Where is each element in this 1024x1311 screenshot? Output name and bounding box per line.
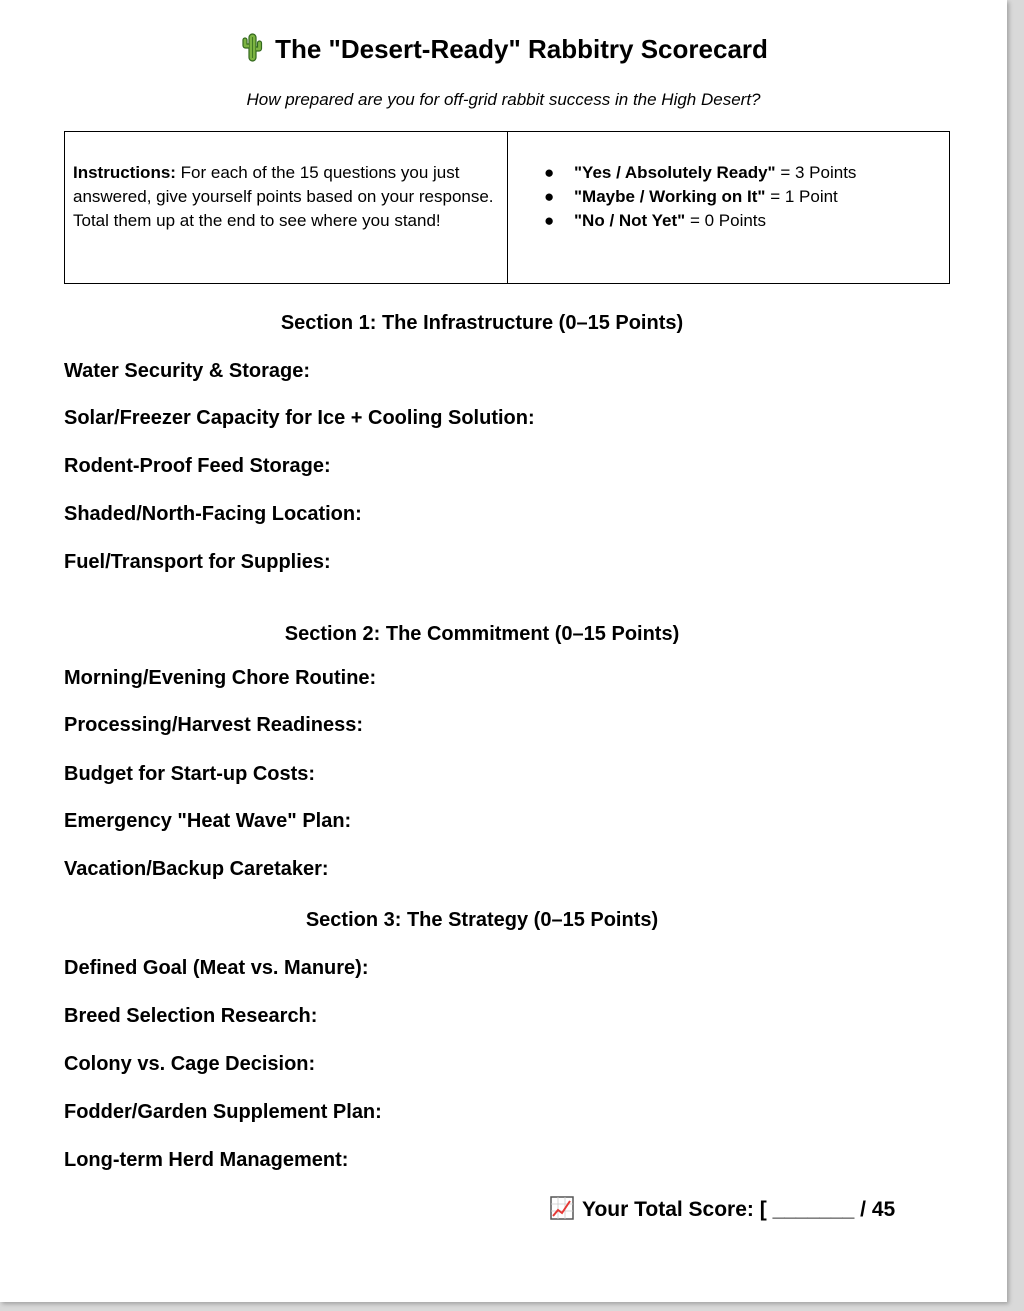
- bullet-icon: ●: [544, 163, 555, 182]
- scorecard-item: Morning/Evening Chore Routine:: [64, 667, 377, 689]
- scorecard-item: Budget for Start-up Costs:: [64, 763, 316, 785]
- scoring-cell: [508, 132, 949, 283]
- total-score: [550, 1196, 895, 1224]
- scorecard-item: Colony vs. Cage Decision:: [64, 1053, 316, 1075]
- scorecard-item: Processing/Harvest Readiness:: [64, 714, 364, 736]
- title-row: [0, 30, 1007, 68]
- scorecard-item: Rodent-Proof Feed Storage:: [64, 455, 331, 477]
- section-heading: Section 3: The Strategy (0–15 Points): [305, 909, 659, 931]
- scorecard-item: Fodder/Garden Supplement Plan:: [64, 1101, 382, 1123]
- scorecard-item: Water Security & Storage:: [64, 360, 310, 382]
- page-title: The "Desert-Ready" Rabbitry Scorecard: [275, 34, 768, 64]
- page-subtitle: How prepared are you for off-grid rabbit success in the High Desert?: [246, 90, 761, 109]
- scorecard-item: Long-term Herd Management:: [64, 1149, 349, 1171]
- instructions-text: For each of the 15 questions you just answered, give yourself points based on your response. Total them up at the end to see where you stand!: [73, 163, 494, 230]
- scorecard-item: Emergency "Heat Wave" Plan:: [64, 810, 352, 832]
- scoring-list: [544, 161, 941, 233]
- total-score-text: Your Total Score: [ _______ / 45: [582, 1198, 896, 1221]
- cactus-icon: [239, 31, 265, 63]
- section-heading: Section 2: The Commitment (0–15 Points): [284, 623, 680, 645]
- section-heading: Section 1: The Infrastructure (0–15 Points): [280, 312, 684, 334]
- scorecard-item: Vacation/Backup Caretaker:: [64, 858, 329, 880]
- instructions-table: [64, 131, 950, 284]
- scoring-item: [544, 161, 941, 185]
- scorecard-item: Breed Selection Research:: [64, 1005, 318, 1027]
- scoring-value: = 1 Point: [765, 187, 838, 206]
- scorecard-item: Shaded/North-Facing Location:: [64, 503, 362, 525]
- scorecard-item: Defined Goal (Meat vs. Manure):: [64, 957, 369, 979]
- bullet-icon: ●: [544, 211, 555, 230]
- bullet-icon: ●: [544, 187, 555, 206]
- scoring-item: [544, 209, 941, 233]
- scorecard-item: Solar/Freezer Capacity for Ice + Cooling Solution:: [64, 407, 535, 429]
- scoring-value: = 3 Points: [775, 163, 857, 182]
- scorecard-item: Fuel/Transport for Supplies:: [64, 551, 331, 573]
- scoring-value: = 0 Points: [685, 211, 767, 230]
- scoring-item: [544, 185, 941, 209]
- scoring-label: "Maybe / Working on It": [574, 187, 766, 206]
- scoring-label: "No / Not Yet": [574, 211, 686, 230]
- instructions-cell: [65, 132, 508, 283]
- instructions-label: Instructions:: [73, 163, 176, 182]
- chart-increasing-icon: [550, 1196, 574, 1220]
- scoring-label: "Yes / Absolutely Ready": [574, 163, 776, 182]
